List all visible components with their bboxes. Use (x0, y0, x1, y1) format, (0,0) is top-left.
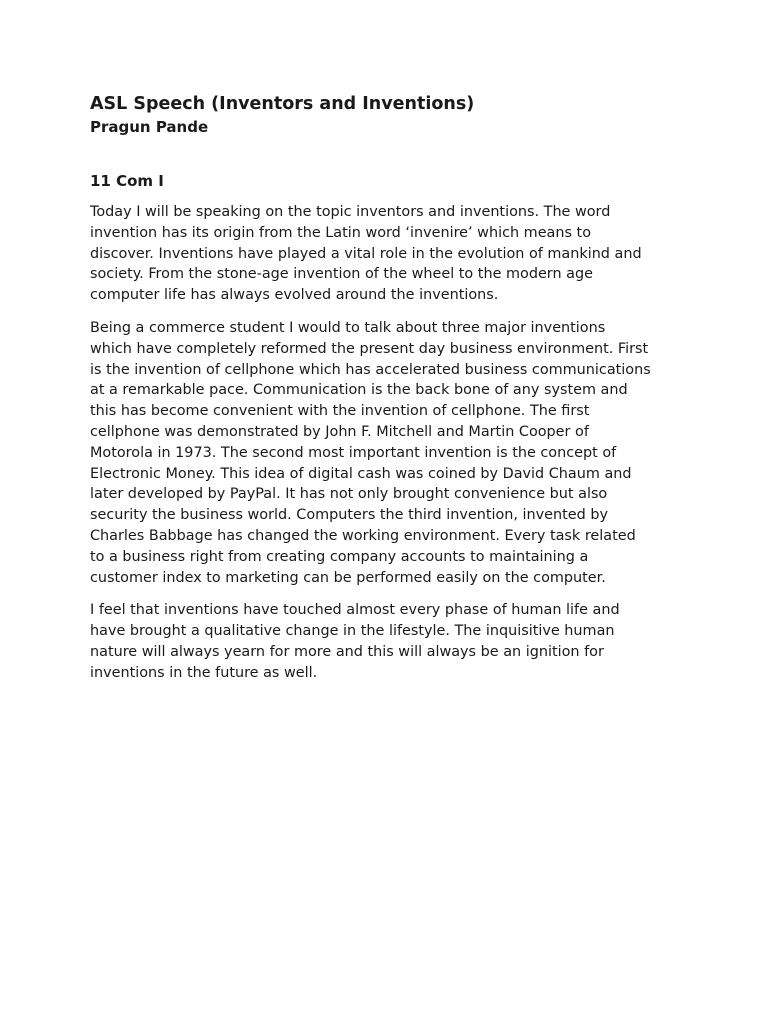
document-title: ASL Speech (Inventors and Inventions) (90, 94, 475, 114)
document-page (90, 92, 690, 681)
class-label: 11 Com I (90, 172, 164, 190)
speech-body (90, 202, 690, 696)
paragraph-inventions: Being a commerce student I would to talk about three major inventions which have completely reformed the present day business environment. First is the invention of cellphone which has accelerated business communications at a remarkable pace. Communication is the back bone of any system and this has become convenient with the invention of cellphone. The first cellphone was demonstrated by John F. Mitchell and Martin Cooper of Motorola in 1973. The second most important invention is the concept of Electronic Money. This idea of digital cash was coined by David Chaum and later developed by PayPal. It has not only brought convenience but also security the business world. Computers the third invention, invented by Charles Babbage has changed the working environment. Every task related to a business right from creating company accounts to maintaining a customer index to marketing can be performed easily on the computer. (90, 319, 651, 586)
author-name: Pragun Pande (90, 118, 209, 136)
paragraph-conclusion: I feel that inventions have touched almost every phase of human life and have brought a qualitative change in the lifestyle. The inquisitive human nature will always yearn for more and this will always be an ignition for inventions in the future as well. (90, 602, 620, 681)
paragraph-intro: Today I will be speaking on the topic inventors and inventions. The word invention has its origin from the Latin word ‘invenire’ which means to discover. Inventions have played a vital role in the evolution of mankind and society. From the stone-age invention of the wheel to the modern age computer life has always evolved around the inventions. (90, 204, 642, 304)
